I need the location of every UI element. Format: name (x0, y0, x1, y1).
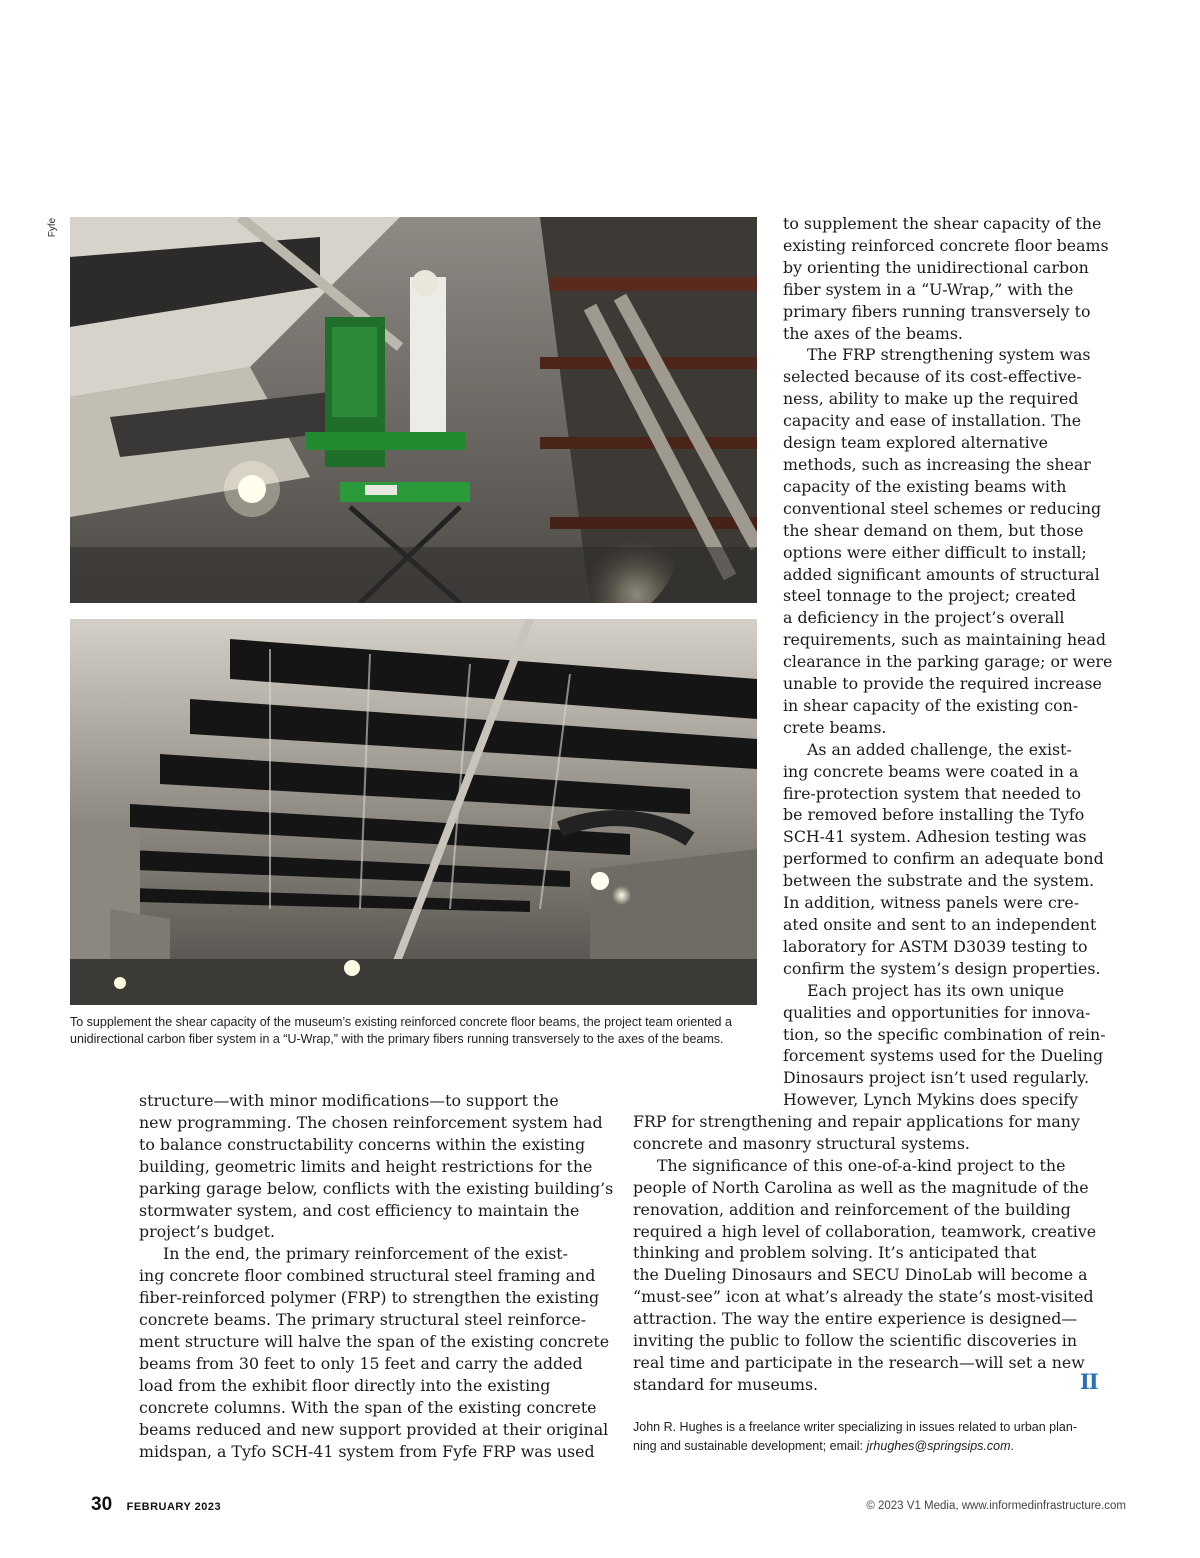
text-line: new programming. The chosen reinforcement system had (139, 1112, 603, 1132)
middle-text-column (633, 1111, 1096, 1396)
text-line: methods, such as increasing the shear (783, 454, 1091, 474)
text-line: crete beams. (783, 717, 887, 737)
text-line: between the substrate and the system. (783, 871, 1095, 891)
photo-worker-lift-frp (70, 217, 757, 603)
text-line: required a high level of collaboration, teamwork, creative (633, 1221, 1097, 1241)
text-line: the Dueling Dinosaurs and SECU DinoLab will become a (633, 1265, 1088, 1285)
text-line: unable to provide the required increase (783, 674, 1102, 694)
text-line: midspan, a Tyfo SCH-41 system from Fyfe FRP was used (139, 1441, 595, 1461)
text-line: The significance of this one-of-a-kind project to the (657, 1155, 1066, 1175)
text-line: The FRP strengthening system was (807, 345, 1091, 365)
text-line: added significant amounts of structural (783, 564, 1100, 584)
issue-date: FEBRUARY 2023 (126, 1501, 222, 1513)
text-line: building, geometric limits and height restrictions for the (139, 1156, 593, 1176)
photo-caption (70, 1014, 770, 1048)
text-line: confirm the system’s design properties. (783, 958, 1101, 978)
text-line: people of North Carolina as well as the magnitude of the (633, 1177, 1089, 1197)
page-folio (91, 1494, 221, 1516)
text-line: beams from 30 feet to only 15 feet and carry the added (139, 1353, 583, 1373)
copyright-notice: © 2023 V1 Media, www.informedinfrastructure.com (866, 1500, 1126, 1512)
text-line: ment structure will halve the span of the existing concrete (139, 1331, 610, 1351)
text-line: existing reinforced concrete floor beams (783, 235, 1109, 255)
text-line: load from the exhibit floor directly into the existing (139, 1375, 551, 1395)
text-line: options were either difficult to install; (783, 542, 1087, 562)
author-email-link[interactable]: jrhughes@springsips.com (866, 1439, 1011, 1453)
text-line: renovation, addition and reinforcement of the building (633, 1199, 1071, 1219)
text-line: forcement systems used for the Dueling (783, 1046, 1104, 1066)
text-line: structure—with minor modifications—to support the (139, 1091, 559, 1110)
text-line: stormwater system, and cost efficiency to maintain the (139, 1200, 580, 1220)
text-line: real time and participate in the research—will set a new (633, 1352, 1085, 1372)
text-line: In addition, witness panels were cre- (783, 893, 1080, 913)
text-line: inviting the public to follow the scientific discoveries in (633, 1331, 1078, 1351)
text-line: clearance in the parking garage; or were (783, 652, 1113, 672)
text-line: a deficiency in the project’s overall (783, 608, 1065, 628)
text-line: Each project has its own unique (807, 980, 1065, 1000)
left-text-column (139, 1090, 613, 1462)
text-line: beams reduced and new support provided at their original (139, 1419, 609, 1439)
text-line: SCH-41 system. Adhesion testing was (783, 827, 1087, 847)
text-line: design team explored alternative (783, 433, 1048, 453)
text-line: in shear capacity of the existing con- (783, 695, 1079, 715)
author-bio (633, 1418, 1077, 1456)
text-line: fiber system in a “U-Wrap,” with the (783, 279, 1074, 299)
text-line: the axes of the beams. (783, 323, 963, 343)
photo-credit (47, 216, 65, 246)
text-line: ated onsite and sent to an independent (783, 915, 1097, 934)
text-line: primary fibers running transversely to (783, 301, 1091, 321)
text-line: ness, ability to make up the required (783, 389, 1079, 409)
text-line: In the end, the primary reinforcement of the exist- (163, 1244, 568, 1264)
bio-line: John R. Hughes is a freelance writer specializing in issues related to urban plan- (633, 1420, 1077, 1434)
text-line: requirements, such as maintaining head (783, 630, 1107, 650)
text-line: concrete and masonry structural systems. (633, 1133, 970, 1153)
photo-credit-text: Fyfe (47, 217, 59, 238)
text-line: to balance constructability concerns within the existing (139, 1134, 586, 1154)
text-line: to supplement the shear capacity of the (783, 214, 1102, 233)
text-line: laboratory for ASTM D3039 testing to (783, 936, 1088, 956)
text-line: concrete beams. The primary structural steel reinforce- (139, 1310, 587, 1330)
text-line: capacity of the existing beams with (783, 476, 1067, 496)
text-line: concrete columns. With the span of the existing concrete (139, 1397, 597, 1417)
text-line: ing concrete floor combined structural steel framing and (139, 1266, 596, 1286)
text-line: Dinosaurs project isn’t used regularly. (783, 1068, 1090, 1088)
text-line: by orienting the unidirectional carbon (783, 257, 1089, 277)
end-of-article-mark: II (1080, 1369, 1098, 1394)
text-line: qualities and opportunities for innova- (783, 1002, 1091, 1022)
photo-carbon-fiber-graphic (70, 619, 757, 1005)
photo-worker-lift-graphic (70, 217, 757, 603)
text-line: selected because of its cost-effective- (783, 367, 1082, 387)
text-line: “must-see” icon at what’s already the state’s most-visited (633, 1287, 1094, 1307)
bio-text: ning and sustainable development; email: (633, 1439, 867, 1453)
text-line: parking garage below, conflicts with the existing building’s (139, 1178, 614, 1198)
text-line: tion, so the specific combination of rein- (783, 1024, 1106, 1044)
text-line: attraction. The way the entire experience is designed— (633, 1309, 1078, 1329)
text-line: thinking and problem solving. It’s anticipated that (633, 1243, 1037, 1263)
caption-line: unidirectional carbon fiber system in a “U-Wrap,” with the primary fibers running transversely to the axes of the beams. (70, 1032, 724, 1046)
page-number: 30 (91, 1494, 113, 1515)
text-line: project’s budget. (139, 1222, 275, 1242)
text-line: fire-protection system that needed to (783, 783, 1082, 803)
text-line: fiber-reinforced polymer (FRP) to strengthen the existing (139, 1288, 600, 1308)
right-text-column (783, 213, 1112, 1111)
bio-text: . (1010, 1439, 1014, 1453)
text-line: performed to confirm an adequate bond (783, 849, 1104, 869)
text-line: standard for museums. (633, 1374, 819, 1394)
text-line: the shear demand on them, but those (783, 520, 1084, 540)
photo-carbon-fiber-beams (70, 619, 757, 1005)
text-line: As an added challenge, the exist- (807, 739, 1072, 759)
bio-line (633, 1437, 1077, 1456)
text-line: FRP for strengthening and repair applications for many (633, 1112, 1080, 1131)
caption-line: To supplement the shear capacity of the museum’s existing reinforced concrete floor beams, the project team oriented a (70, 1015, 732, 1029)
text-line: steel tonnage to the project; created (783, 586, 1077, 606)
text-line: conventional steel schemes or reducing (783, 498, 1102, 518)
text-line: However, Lynch Mykins does specify (783, 1090, 1079, 1110)
text-line: capacity and ease of installation. The (783, 411, 1082, 431)
text-line: be removed before installing the Tyfo (783, 805, 1085, 825)
text-line: ing concrete beams were coated in a (783, 761, 1079, 781)
